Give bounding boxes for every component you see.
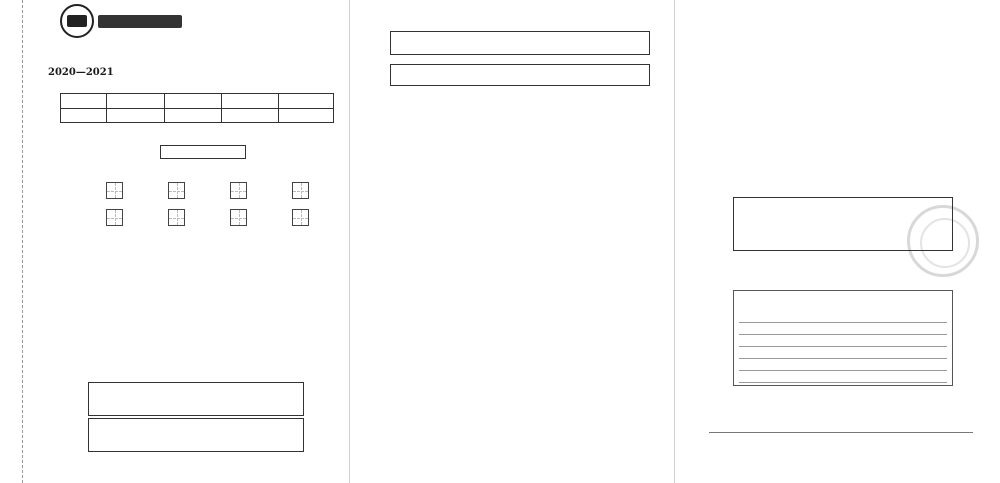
- section-1-heading: [160, 145, 246, 159]
- exam-page-2: [350, 0, 675, 483]
- publisher-logo: [60, 4, 94, 38]
- writing-card: [733, 290, 953, 386]
- dictionary-box-4: [390, 64, 650, 86]
- paper-title: 2020—2021: [48, 67, 114, 78]
- poem-question-box: [733, 197, 953, 251]
- dictionary-box-3: [390, 31, 650, 55]
- exam-page-1: [0, 0, 350, 483]
- exam-page-3: [675, 0, 1000, 483]
- answer-line: [709, 432, 973, 433]
- binding-line: [22, 0, 23, 483]
- dictionary-box-2: [88, 418, 304, 452]
- stage-banner: [98, 15, 182, 28]
- dictionary-box-1: [88, 382, 304, 416]
